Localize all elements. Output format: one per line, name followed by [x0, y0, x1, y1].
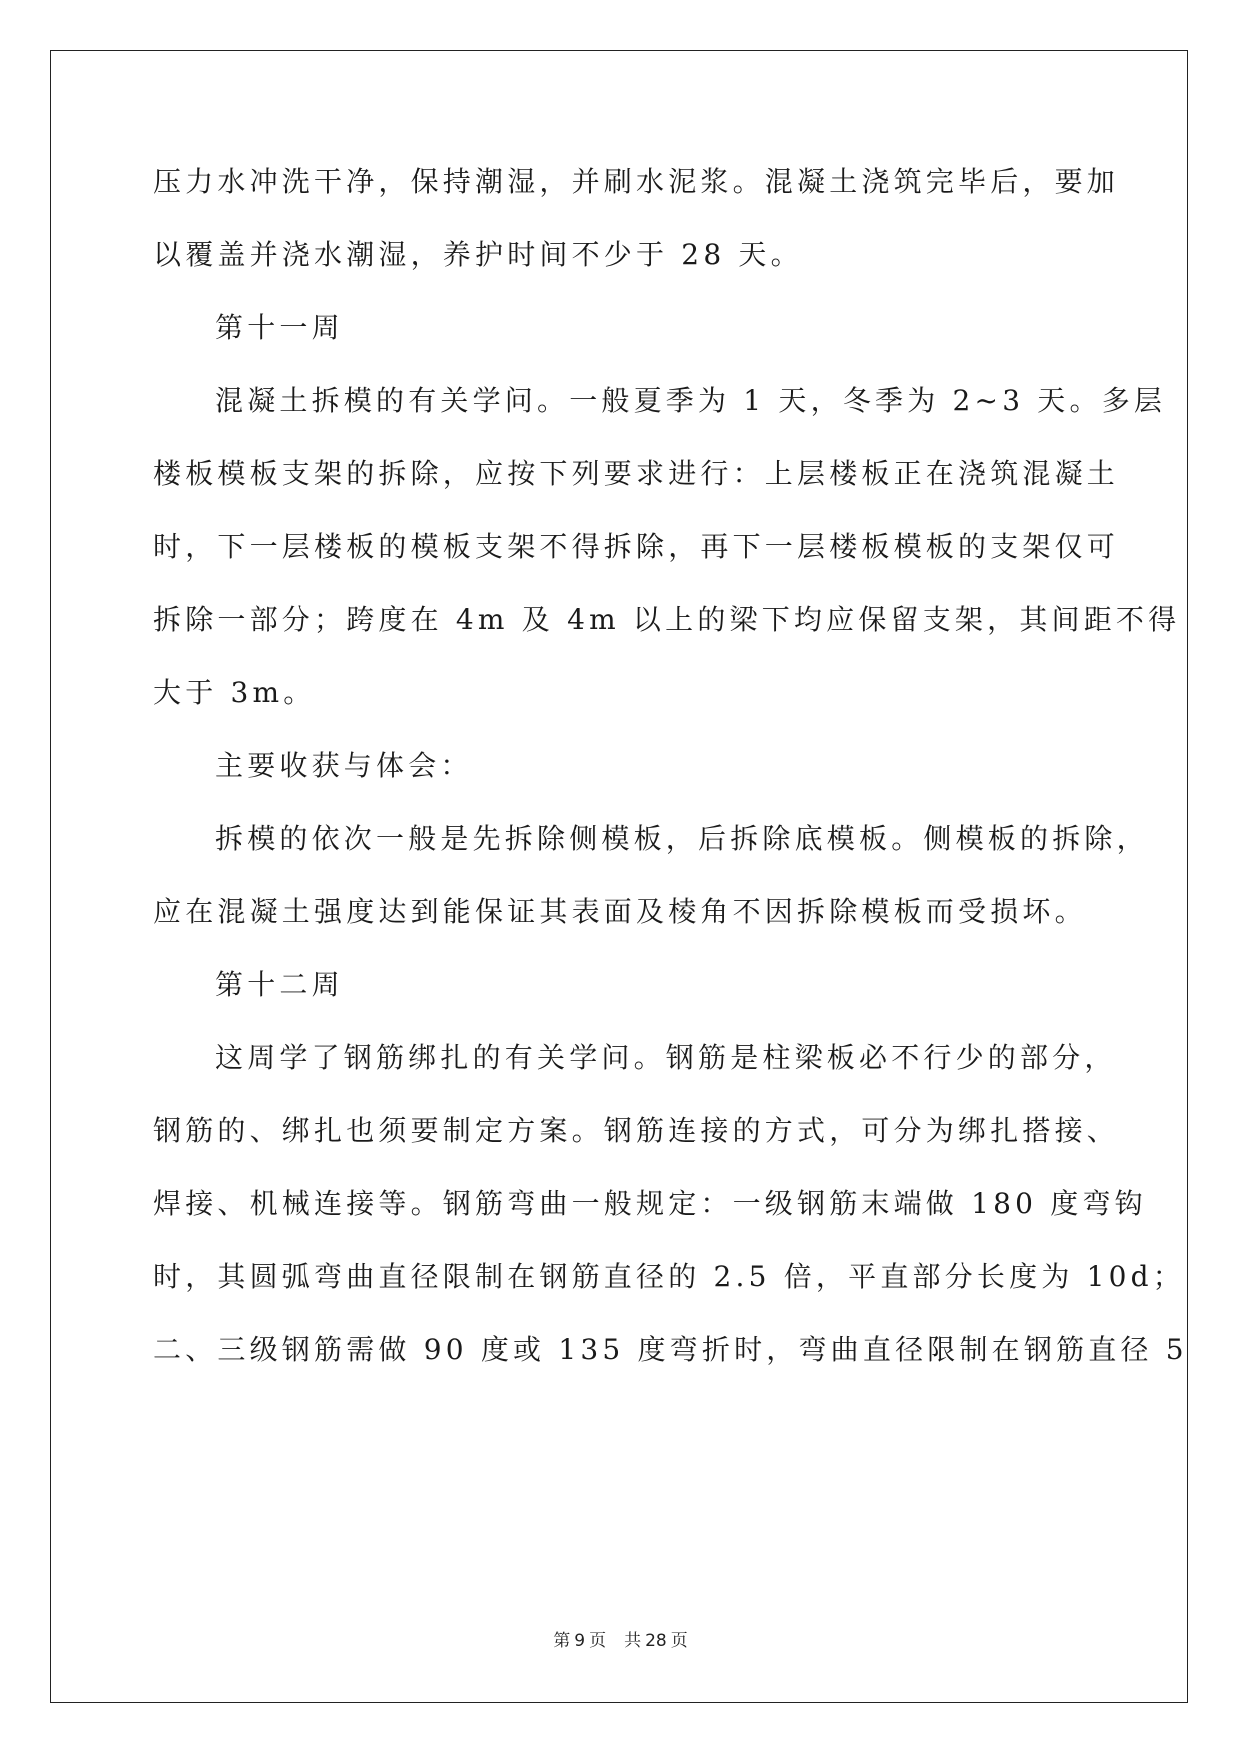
footer-total-suffix: 页: [670, 1631, 688, 1651]
footer-page-suffix: 页: [589, 1631, 607, 1651]
text-line: 焊接、机械连接等。钢筋弯曲一般规定：一级钢筋末端做 180 度弯钩: [153, 1187, 1147, 1220]
section-heading: 第十二周: [215, 968, 344, 1001]
text-line: 拆除一部分；跨度在 4m 及 4m 以上的梁下均应保留支架，其间距不得: [153, 603, 1181, 636]
text-line: 时，下一层楼板的模板支架不得拆除，再下一层楼板模板的支架仅可: [153, 530, 1120, 563]
page-footer: [0, 1626, 1241, 1651]
text-line: 钢筋的、绑扎也须要制定方案。钢筋连接的方式，可分为绑扎搭接、: [153, 1114, 1120, 1147]
footer-total-prefix: 共: [624, 1631, 642, 1651]
text-line: 这周学了钢筋绑扎的有关学问。钢筋是柱梁板必不行少的部分，: [215, 1041, 1117, 1074]
text-line: 压力水冲洗干净，保持潮湿，并刷水泥浆。混凝土浇筑完毕后，要加: [153, 165, 1120, 198]
text-line: 时，其圆弧弯曲直径限制在钢筋直径的 2.5 倍，平直部分长度为 10d；: [153, 1260, 1185, 1293]
text-line: 混凝土拆模的有关学问。一般夏季为 1 天，冬季为 2~3 天。多层: [215, 384, 1167, 417]
text-line: 楼板模板支架的拆除，应按下列要求进行：上层楼板正在浇筑混凝土: [153, 457, 1120, 490]
text-line: 以覆盖并浇水潮湿，养护时间不少于 28 天。: [153, 238, 803, 271]
text-line: 应在混凝土强度达到能保证其表面及棱角不因拆除模板而受损坏。: [153, 895, 1087, 928]
footer-page-prefix: 第: [553, 1631, 571, 1651]
section-heading: 第十一周: [215, 311, 344, 344]
footer-page-number: 9: [574, 1631, 586, 1651]
page-border: [50, 50, 1188, 1703]
text-line: 大于 3m。: [153, 676, 316, 709]
footer-total-pages: 28: [645, 1631, 667, 1651]
text-line: 拆模的依次一般是先拆除侧模板，后拆除底模板。侧模板的拆除，: [215, 822, 1149, 855]
text-line: 二、三级钢筋需做 90 度或 135 度弯折时，弯曲直径限制在钢筋直径 5: [153, 1333, 1188, 1366]
section-heading: 主要收获与体会：: [215, 749, 473, 782]
